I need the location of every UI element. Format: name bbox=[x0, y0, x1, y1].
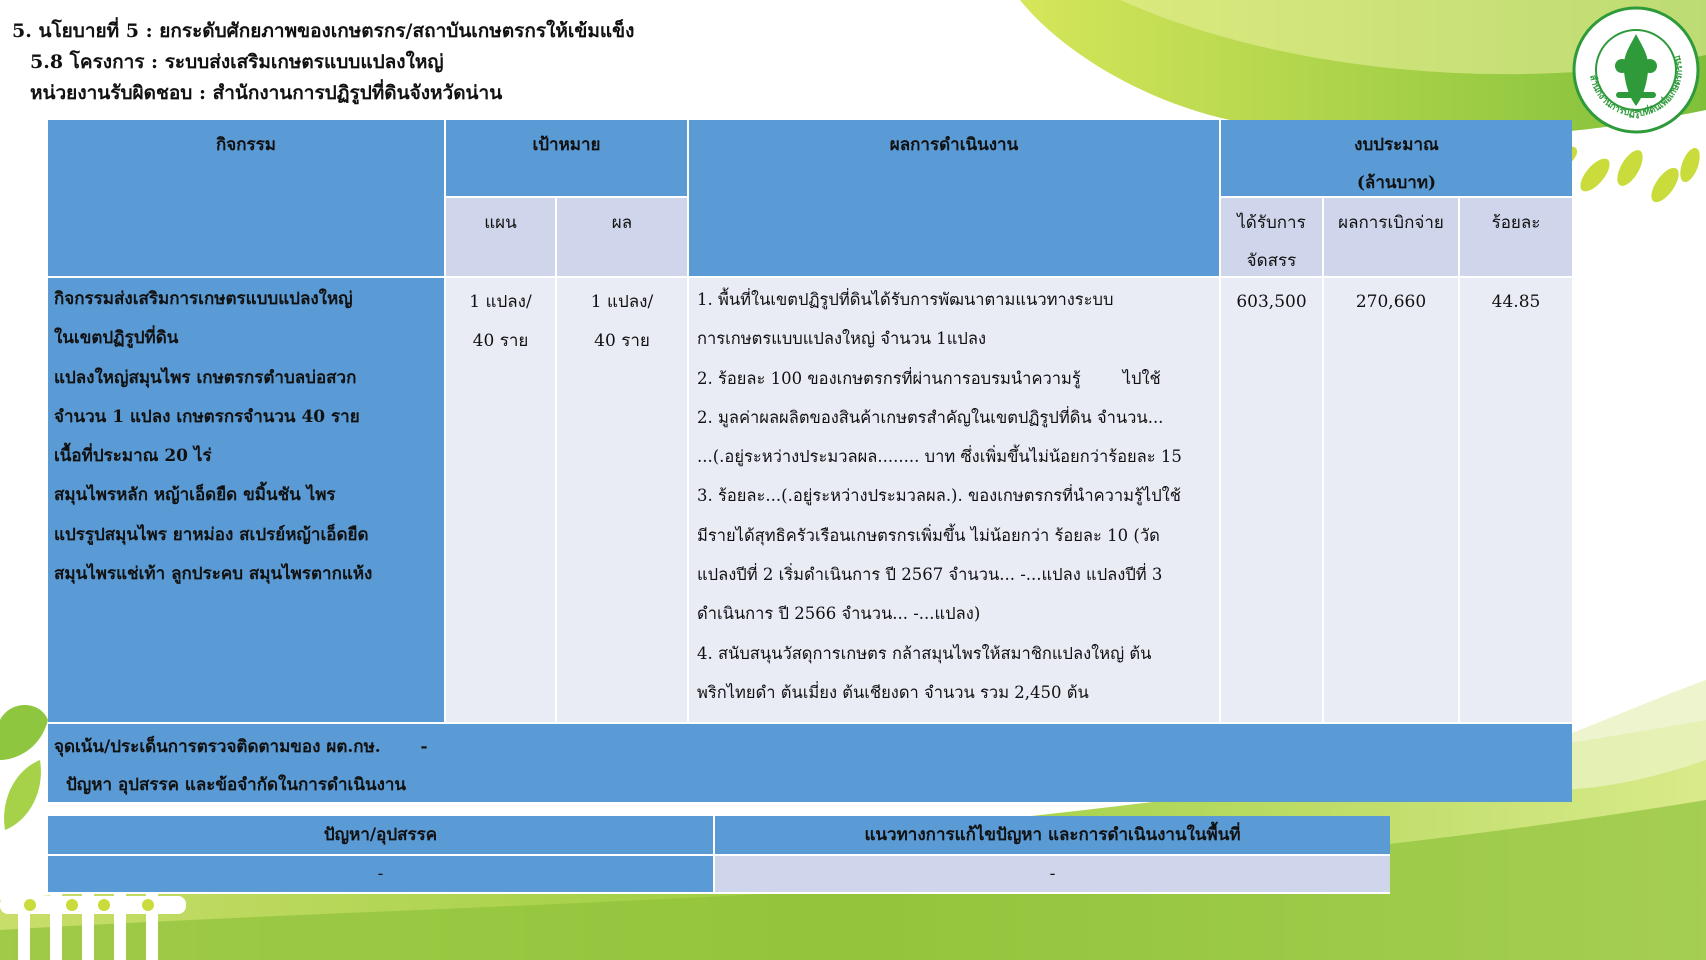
problem-value: - bbox=[377, 864, 384, 884]
logo-ring-text: สำนักงานการปฏิรูปที่ดินเพื่อเกษตรกรรม bbox=[1587, 53, 1686, 120]
header-budget bbox=[1221, 120, 1572, 196]
focus-label: จุดเน้น/ประเด็นการตรวจติดตามของ ผต.กษ. bbox=[54, 737, 381, 757]
header-target-result bbox=[557, 198, 687, 276]
target-plan-cell bbox=[446, 278, 555, 722]
performance-line: 2. ร้อยละ 100 ของเกษตรกรที่ผ่านการอบรมนำความรู้ ไปใช้ bbox=[697, 368, 1161, 388]
header-performance-label: ผลการดำเนินงาน bbox=[889, 135, 1019, 155]
performance-line: 4. สนับสนุนวัสดุการเกษตร กล้าสมุนไพรให้สมาชิกแปลงใหญ่ ต้น bbox=[697, 643, 1152, 663]
performance-line: 1. พื้นที่ในเขตปฏิรูปที่ดินได้รับการพัฒนาตามแนวทางระบบ bbox=[697, 290, 1114, 309]
target-plan-value: 1 แปลง/ bbox=[469, 292, 532, 312]
header-performance bbox=[689, 120, 1219, 276]
target-result-value: 40 ราย bbox=[594, 331, 650, 351]
allocated-cell bbox=[1221, 278, 1322, 722]
header-result-label: ผล bbox=[611, 213, 633, 233]
header-budget-unit: (ล้านบาท) bbox=[1356, 173, 1437, 193]
header-disbursed-label: ผลการเบิกจ่าย bbox=[1338, 213, 1444, 233]
problem-cell bbox=[48, 856, 713, 892]
activity-line: กิจกรรมส่งเสริมการเกษตรแบบแปลงใหญ่ bbox=[54, 289, 353, 309]
header-problem-label: ปัญหา/อุปสรรค bbox=[323, 825, 438, 845]
header-allocated-line2: จัดสรร bbox=[1246, 251, 1297, 271]
header-percent-label: ร้อยละ bbox=[1491, 213, 1541, 233]
policy-title: 5. นโยบายที่ 5 : ยกระดับศักยภาพของเกษตรกร/สถาบันเกษตรกรให้เข้มแข็ง bbox=[12, 20, 635, 42]
header-percent bbox=[1460, 198, 1572, 276]
header-plan-label: แผน bbox=[484, 213, 517, 233]
problems-heading: ปัญหา อุปสรรค และข้อจำกัดในการดำเนินงาน bbox=[66, 775, 407, 795]
performance-line: การเกษตรแบบแปลงใหญ่ จำนวน 1แปลง bbox=[697, 329, 987, 349]
solution-cell bbox=[715, 856, 1390, 892]
header-allocated bbox=[1221, 198, 1322, 276]
performance-line: แปลงปีที่ 2 เริ่มดำเนินการ ปี 2567 จำนวน... -...แปลง แปลงปีที่ 3 bbox=[697, 565, 1163, 585]
responsible-agency: หน่วยงานรับผิดชอบ : สำนักงานการปฏิรูปที่ดินจังหวัดน่าน bbox=[30, 82, 503, 104]
header-activity bbox=[48, 120, 444, 276]
percent-cell bbox=[1460, 278, 1572, 722]
solution-value: - bbox=[1049, 864, 1056, 884]
project-title: 5.8 โครงการ : ระบบส่งเสริมเกษตรแบบแปลงใหญ่ bbox=[30, 51, 444, 73]
disbursed-cell bbox=[1324, 278, 1458, 722]
focus-value: - bbox=[420, 737, 428, 757]
activity-line: แปลงใหญ่สมุนไพร เกษตรกรตำบลบ่อสวก bbox=[54, 367, 357, 388]
agency-logo bbox=[1572, 6, 1700, 134]
activity-line: จำนวน 1 แปลง เกษตรกรจำนวน 40 ราย bbox=[54, 406, 360, 427]
performance-line: ...(.อยู่ระหว่างประมวลผล........ บาท ซึ่งเพิ่มขึ้นไม่น้อยกว่าร้อยละ 15 bbox=[697, 447, 1182, 467]
performance-line: มีรายได้สุทธิครัวเรือนเกษตรกรเพิ่มขึ้น ไม่น้อยกว่า ร้อยละ 10 (วัด bbox=[697, 525, 1160, 545]
activity-line: แปรรูปสมุนไพร ยาหม่อง สเปรย์หญ้าเอ็ดยืด bbox=[54, 524, 369, 545]
header-target-label: เป้าหมาย bbox=[532, 135, 601, 155]
performance-line: 3. ร้อยละ...(.อยู่ระหว่างประมวลผล.). ของเกษตรกรที่นำความรู้ไปใช้ bbox=[697, 486, 1181, 506]
performance-line: พริกไทยดำ ต้นเมี่ยง ต้นเชียงดา จำนวน รวม 2,450 ต้น bbox=[697, 682, 1089, 702]
header-problem bbox=[48, 816, 713, 854]
page-header bbox=[12, 16, 634, 109]
target-result-value: 1 แปลง/ bbox=[590, 292, 654, 312]
header-budget-label: งบประมาณ bbox=[1354, 135, 1439, 155]
header-solution-label: แนวทางการแก้ไขปัญหา และการดำเนินงานในพื้นที่ bbox=[864, 825, 1241, 845]
target-result-cell bbox=[557, 278, 687, 722]
activity-cell bbox=[48, 278, 444, 722]
percent-value: 44.85 bbox=[1491, 292, 1541, 312]
focus-row bbox=[48, 724, 1572, 802]
activity-line: เนื้อที่ประมาณ 20 ไร่ bbox=[54, 446, 212, 467]
target-plan-value: 40 ราย bbox=[472, 331, 529, 351]
header-allocated-line1: ได้รับการ bbox=[1237, 213, 1306, 233]
activity-line: ในเขตปฏิรูปที่ดิน bbox=[54, 328, 179, 349]
header-solution bbox=[715, 816, 1390, 854]
header-disbursed bbox=[1324, 198, 1458, 276]
header-activity-label: กิจกรรม bbox=[215, 135, 276, 155]
activity-line: สมุนไพรหลัก หญ้าเอ็ดยืด ขมิ้นชัน ไพร bbox=[54, 485, 336, 506]
header-target bbox=[446, 120, 687, 196]
allocated-value: 603,500 bbox=[1236, 292, 1307, 312]
performance-line: 2. มูลค่าผลผลิตของสินค้าเกษตรสำคัญในเขตปฏิรูปที่ดิน จำนวน... bbox=[697, 407, 1164, 427]
activity-line: สมุนไพรแช่เท้า ลูกประคบ สมุนไพรตากแห้ง bbox=[54, 564, 373, 585]
leaf-left bbox=[0, 705, 48, 830]
performance-line: ดำเนินการ ปี 2566 จำนวน... -...แปลง) bbox=[697, 604, 981, 624]
header-target-plan bbox=[446, 198, 555, 276]
disbursed-value: 270,660 bbox=[1355, 292, 1427, 312]
performance-cell bbox=[689, 278, 1219, 722]
